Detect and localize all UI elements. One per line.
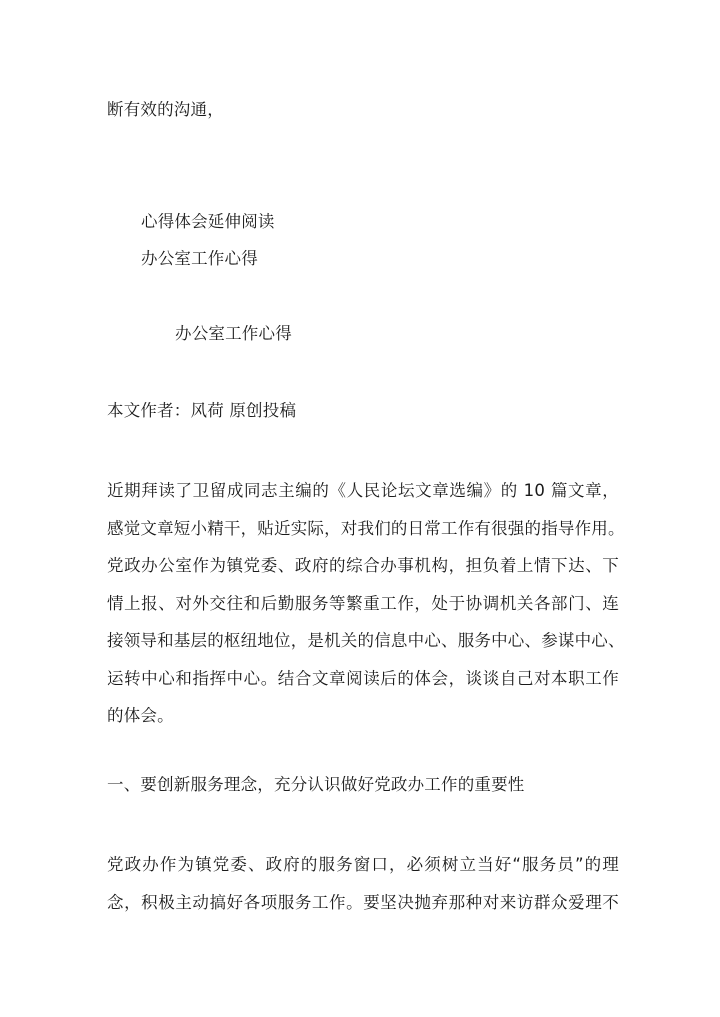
- paragraph-line: 接领导和基层的枢纽地位，是机关的信息中心、服务中心、参谋中心、: [107, 631, 625, 650]
- paragraph-line: 党政办公室作为镇党委、政府的综合办事机构，担负着上情下达、下: [107, 556, 619, 575]
- paragraph-line: 近期拜读了卫留成同志主编的《人民论坛文章选编》的 10 篇文章，: [107, 481, 619, 500]
- related-reading-heading: 心得体会延伸阅读: [141, 212, 275, 231]
- paragraph-line: 党政办作为镇党委、政府的服务窗口，必须树立当好“服务员”的理: [107, 855, 619, 874]
- paragraph-line: 的体会。: [107, 706, 174, 725]
- fragment-line: 断有效的沟通，: [107, 100, 224, 119]
- related-reading-link[interactable]: 办公室工作心得: [141, 249, 258, 268]
- section-heading: 一、要创新服务理念，充分认识做好党政办工作的重要性: [107, 775, 525, 794]
- paragraph-line: 运转中心和指挥中心。结合文章阅读后的体会，谈谈自己对本职工作: [107, 668, 619, 688]
- section-paragraph: [107, 846, 619, 921]
- paragraph-line: 念，积极主动搞好各项服务工作。要坚决抛弃那种对来访群众爱理不: [107, 892, 619, 912]
- article-title: 办公室工作心得: [175, 324, 292, 343]
- paragraph-line: 感觉文章短小精干，贴近实际，对我们的日常工作有很强的指导作用。: [107, 518, 625, 538]
- intro-paragraph: [107, 472, 625, 735]
- paragraph-line: 情上报、对外交往和后勤服务等繁重工作，处于协调机关各部门、连: [107, 593, 619, 613]
- author-line: 本文作者：风荷 原创投稿: [107, 401, 297, 420]
